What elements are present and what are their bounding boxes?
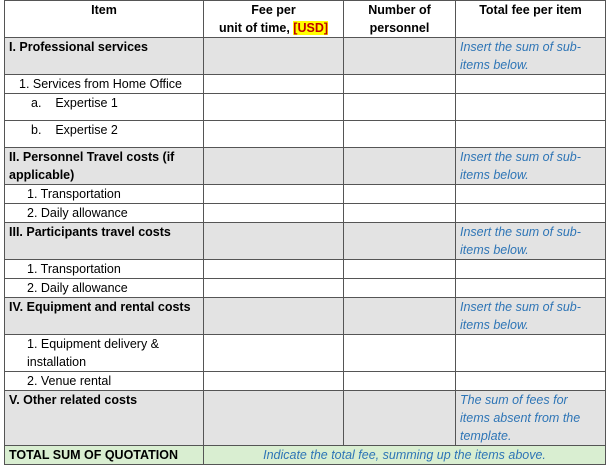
fee-cell[interactable] <box>204 223 344 260</box>
section-row-personnel-travel <box>5 148 606 185</box>
total-cell[interactable] <box>456 335 606 372</box>
table-row <box>5 94 606 121</box>
personnel-cell[interactable] <box>344 391 456 446</box>
total-cell[interactable] <box>456 279 606 298</box>
fee-cell[interactable] <box>204 75 344 94</box>
section-title: III. Participants travel costs <box>5 223 204 260</box>
section-title: V. Other related costs <box>5 391 204 446</box>
fee-cell[interactable] <box>204 335 344 372</box>
total-cell[interactable] <box>456 94 606 121</box>
section-title: I. Professional services <box>5 38 204 75</box>
personnel-cell[interactable] <box>344 372 456 391</box>
personnel-cell[interactable] <box>344 38 456 75</box>
header-item: Item <box>5 1 204 38</box>
section-title: II. Personnel Travel costs (if applicable) <box>5 148 204 185</box>
table-row <box>5 372 606 391</box>
table-row <box>5 75 606 94</box>
currency-label: [USD] <box>293 21 329 35</box>
section-row-other <box>5 391 606 446</box>
fee-cell[interactable] <box>204 94 344 121</box>
section-row-equipment <box>5 298 606 335</box>
personnel-cell[interactable] <box>344 94 456 121</box>
total-cell[interactable] <box>456 260 606 279</box>
header-row <box>5 1 606 38</box>
table-row <box>5 335 606 372</box>
personnel-cell[interactable] <box>344 335 456 372</box>
section-title: IV. Equipment and rental costs <box>5 298 204 335</box>
personnel-cell[interactable] <box>344 260 456 279</box>
total-cell[interactable] <box>456 75 606 94</box>
section-note: Insert the sum of sub-items below. <box>456 298 606 335</box>
item-label: 1. Equipment delivery & installation <box>5 335 204 372</box>
total-label: TOTAL SUM OF QUOTATION <box>5 446 204 465</box>
item-label: 2. Daily allowance <box>5 279 204 298</box>
fee-cell[interactable] <box>204 121 344 148</box>
section-note: Insert the sum of sub-items below. <box>456 148 606 185</box>
section-row-professional <box>5 38 606 75</box>
personnel-cell[interactable] <box>344 121 456 148</box>
section-note: The sum of fees for items absent from the template. <box>456 391 606 446</box>
table-row <box>5 279 606 298</box>
fee-cell[interactable] <box>204 148 344 185</box>
fee-cell[interactable] <box>204 298 344 335</box>
quotation-table <box>4 0 606 465</box>
fee-cell[interactable] <box>204 260 344 279</box>
section-note: Insert the sum of sub-items below. <box>456 38 606 75</box>
personnel-cell[interactable] <box>344 223 456 260</box>
fee-cell[interactable] <box>204 279 344 298</box>
header-personnel: Number of personnel <box>344 1 456 38</box>
header-total-fee: Total fee per item <box>456 1 606 38</box>
fee-cell[interactable] <box>204 391 344 446</box>
fee-cell[interactable] <box>204 38 344 75</box>
header-fee: Fee per unit of time, [USD] <box>204 1 344 38</box>
total-cell[interactable] <box>456 121 606 148</box>
fee-cell[interactable] <box>204 204 344 223</box>
personnel-cell[interactable] <box>344 298 456 335</box>
total-note: Indicate the total fee, summing up the items above. <box>204 446 606 465</box>
item-label: a. Expertise 1 <box>5 94 204 121</box>
personnel-cell[interactable] <box>344 75 456 94</box>
section-note: Insert the sum of sub-items below. <box>456 223 606 260</box>
item-label: 1. Transportation <box>5 260 204 279</box>
personnel-cell[interactable] <box>344 204 456 223</box>
personnel-cell[interactable] <box>344 148 456 185</box>
section-row-participants-travel <box>5 223 606 260</box>
total-row <box>5 446 606 465</box>
item-label: 2. Daily allowance <box>5 204 204 223</box>
table-row <box>5 121 606 148</box>
total-cell[interactable] <box>456 372 606 391</box>
fee-cell[interactable] <box>204 185 344 204</box>
item-label: 2. Venue rental <box>5 372 204 391</box>
table-row <box>5 204 606 223</box>
item-label: b. Expertise 2 <box>5 121 204 148</box>
personnel-cell[interactable] <box>344 185 456 204</box>
personnel-cell[interactable] <box>344 279 456 298</box>
item-label: 1. Transportation <box>5 185 204 204</box>
table-row <box>5 185 606 204</box>
total-cell[interactable] <box>456 204 606 223</box>
table-row <box>5 260 606 279</box>
total-cell[interactable] <box>456 185 606 204</box>
item-label: 1. Services from Home Office <box>5 75 204 94</box>
fee-cell[interactable] <box>204 372 344 391</box>
